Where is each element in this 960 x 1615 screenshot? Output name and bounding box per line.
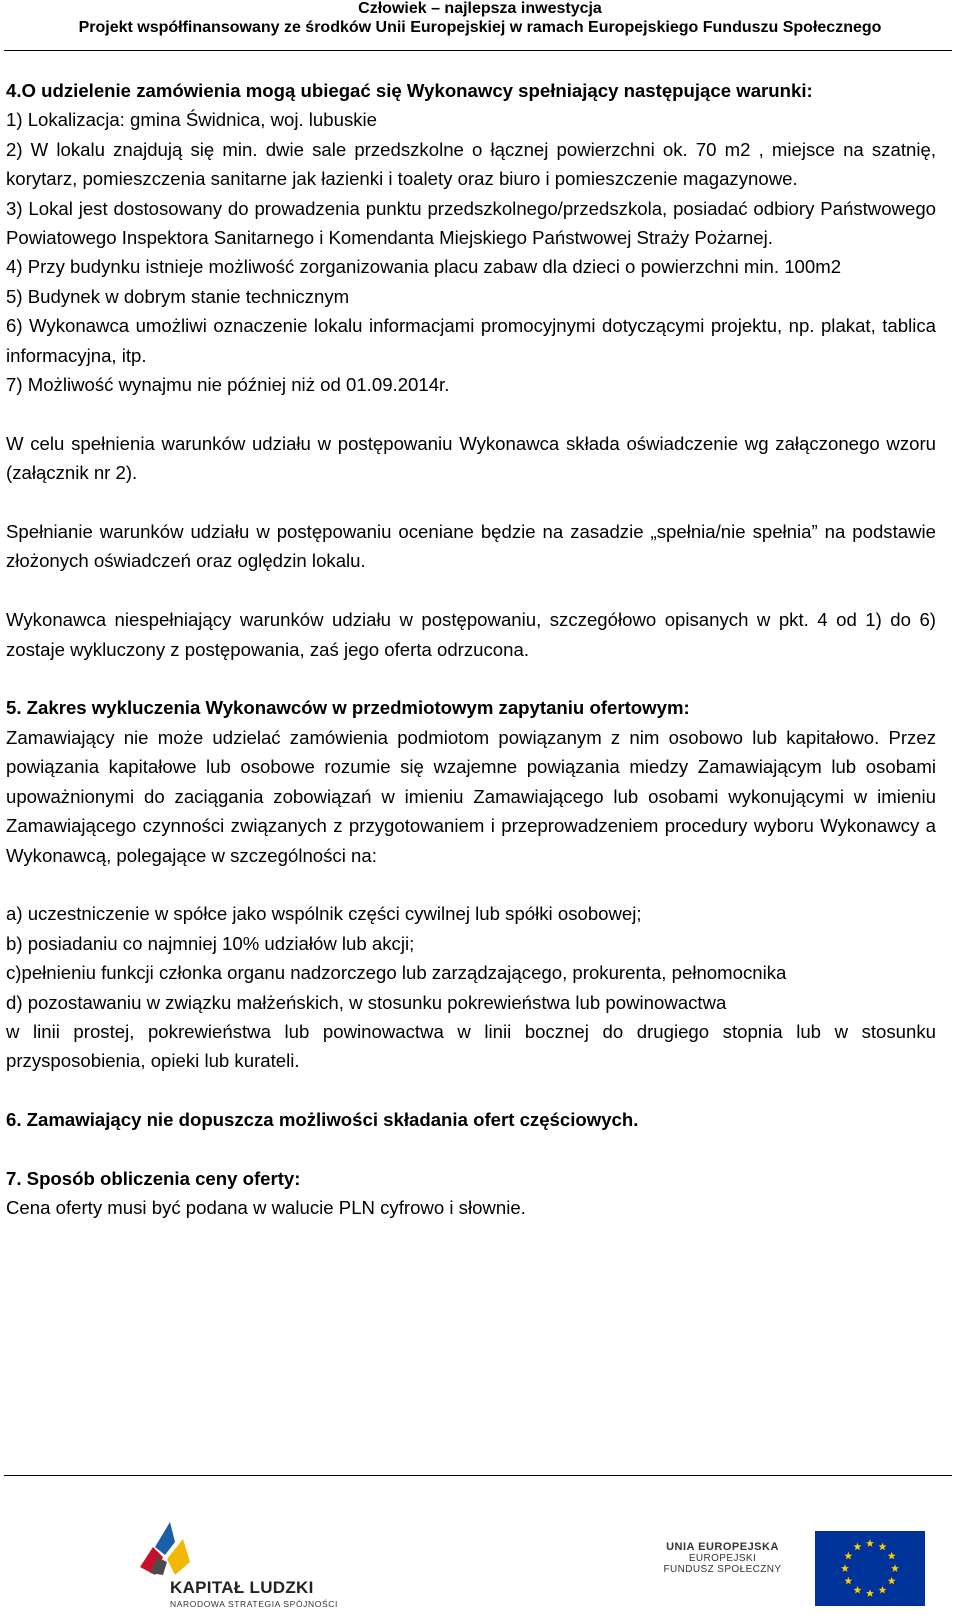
section-4-item: 2) W lokalu znajdują się min. dwie sale przedszkolne o łącznej powierzchni ok. 70 m2 , miejsce na szatnię, korytarz, pomieszczenia sanitarne jak łazienki i toalety oraz biuro i pomieszczenie magazynowe. [6,138,936,190]
section-6-heading: 6. Zamawiający nie dopuszcza możliwości składania ofert częściowych. [6,1109,639,1131]
section-5-body: Zamawiający nie może udzielać zamówienia podmiotom powiązanym z nim osobowo lub kapitałowo. Przez powiązania kapitałowe lub osobowe rozumie się wzajemne powiązania miedzy Zamawiającym lub osobami upoważnionymi do zaciągania zobowiązań w imieniu Zamawiającego lub osobami wykonującymi w imieniu Zamawiającego czynności związanych z przygotowaniem i przeprowadzeniem procedury wyboru Wykonawcy a Wykonawcą, polegające w szczególności na: [6,726,936,866]
eu-flag-icon [815,1531,925,1606]
section-4-item: 7) Możliwość wynajmu nie później niż od 01.09.2014r. [6,374,450,396]
header-divider [4,50,952,51]
kapital-ludzki-emblem-icon [135,1517,195,1577]
eu-logo-text [655,1541,790,1575]
section-5-list-item: w linii prostej, pokrewieństwa lub powinowactwa w linii bocznej do drugiego stopnia lub w stosunku przysposobienia, opieki lub kurateli. [6,1020,936,1072]
exclusion-paragraph: Wykonawca niespełniający warunków udziału w postępowaniu, szczegółowo opisanych w pkt. 4 od 1) do 6) zostaje wykluczony z postępowania, zaś jego oferta odrzucona. [6,609,936,660]
kapital-ludzki-subtitle: NARODOWA STRATEGIA SPÓJNOŚCI [170,1599,338,1609]
header-cofinancing-note: Projekt współfinansowany ze środków Unii Europejskiej w ramach Europejskiego Funduszu Społecznego [78,19,882,36]
eu-social-fund-logo [655,1531,945,1611]
section-5-list-item: a) uczestniczenie w spółce jako wspólnik części cywilnej lub spółki osobowej; [6,903,642,925]
section-4-item: 6) Wykonawca umożliwi oznaczenie lokalu informacjami promocyjnymi dotyczącymi projektu, np. plakat, tablica informacyjna, itp. [6,315,936,366]
section-5-list-item: b) posiadaniu co najmniej 10% udziałów lub akcji; [6,932,415,954]
evaluation-paragraph: Spełnianie warunków udziału w postępowaniu oceniane będzie na zasadzie „spełnia/nie spełnia” na podstawie złożonych oświadczeń oraz oględzin lokalu. [6,521,936,572]
declaration-paragraph: W celu spełnienia warunków udziału w postępowaniu Wykonawca składa oświadczenie wg załączonego wzoru (załącznik nr 2). [6,432,936,484]
section-4-item: 4) Przy budynku istnieje możliwość zorganizowania placu zabaw dla dzieci o powierzchni min. 100m2 [6,256,842,278]
section-7-heading: 7. Sposób obliczenia ceny oferty: [6,1167,301,1189]
section-4-heading: 4.O udzielenie zamówienia mogą ubiegać się Wykonawcy spełniający następujące warunki: [6,80,813,101]
eu-logo-line2: EUROPEJSKI [688,1553,757,1564]
footer-logos [0,1515,960,1615]
section-5-list-item: c)pełnieniu funkcji członka organu nadzorczego lub zarządzającego, prokurenta, pełnomocnika [6,962,787,984]
section-7-body: Cena oferty musi być podana w walucie PLN cyfrowo i słownie. [6,1197,526,1219]
footer-divider [4,1475,952,1476]
header-slogan: Człowiek – najlepsza inwestycja [358,0,602,17]
document-body [6,76,936,1223]
eu-logo-line1: UNIA EUROPEJSKA [666,1541,779,1553]
section-4-item: 3) Lokal jest dostosowany do prowadzenia punktu przedszkolnego/przedszkola, posiadać odbiory Państwowego Powiatowego Inspektora Sanitarnego i Komendanta Miejskiego Państwowej Straży Pożarnej. [6,197,936,249]
kapital-ludzki-logo [110,1515,370,1611]
section-4-item: 1) Lokalizacja: gmina Świdnica, woj. lubuskie [6,109,378,131]
section-5-list-item: d) pozostawaniu w związku małżeńskich, w stosunku pokrewieństwa lub powinowactwa [6,991,727,1013]
section-5-heading: 5. Zakres wykluczenia Wykonawców w przedmiotowym zapytaniu ofertowym: [6,697,690,719]
section-4-item: 5) Budynek w dobrym stanie technicznym [6,285,350,307]
kapital-ludzki-title: KAPITAŁ LUDZKI [170,1578,314,1597]
eu-logo-line3: FUNDUSZ SPOŁECZNY [663,1564,782,1575]
page-header [0,0,960,38]
